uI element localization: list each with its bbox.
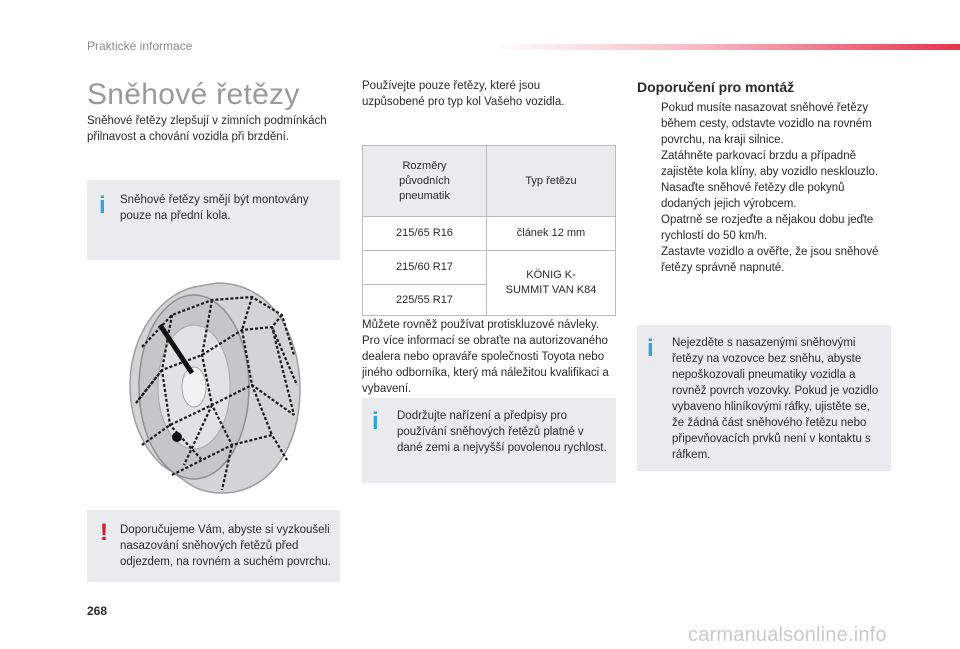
table-cell-tyre: 215/60 R17 bbox=[363, 251, 487, 285]
mount-section-title: Doporučení pro montáž bbox=[637, 79, 795, 95]
column2-paragraph: Můžete rovněž používat protiskluzové návleky. Pro více informací se obraťte na autorizovaného dealera nebo opraváře společnosti Toyota nebo jiného odborníka, který má náležitou kvalifikaci a vybavení. bbox=[362, 319, 609, 395]
list-item-text: Zastavte vozidlo a ověřte, že jsou sněhové řetězy správně napnuté. bbox=[661, 246, 879, 274]
table-cell-tyre: 225/55 R17 bbox=[363, 285, 487, 316]
info-icon: i bbox=[372, 408, 379, 435]
note-practice-text: Doporučujeme Vám, abyste si vyzkoušeli nasazování sněhových řetězů před odjezdem, na rovném a suchém povrchu. bbox=[120, 524, 331, 568]
list-item bbox=[640, 212, 895, 244]
table-row bbox=[363, 217, 616, 251]
watermark: carmanualsonline.info bbox=[688, 624, 887, 646]
chain-size-table bbox=[362, 145, 616, 316]
page-title: Sněhové řetězy bbox=[87, 78, 300, 111]
list-item-text: Nasaďte sněhové řetězy dle pokynů dodaných jejich výrobcem. bbox=[661, 182, 845, 210]
list-item bbox=[640, 100, 895, 148]
note-front-wheels-text: Sněhové řetězy smějí být montovány pouze na přední kola. bbox=[120, 194, 309, 222]
note-no-snow bbox=[637, 325, 891, 471]
table-header-chain: Typ řetězu bbox=[487, 146, 616, 217]
table-header-tyre: Rozměry původních pneumatik bbox=[363, 146, 487, 217]
column2-intro: Používejte pouze řetězy, které jsou uzpůsobené pro typ kol Vašeho vozidla. bbox=[362, 80, 565, 108]
info-icon: i bbox=[647, 335, 654, 362]
mount-list bbox=[640, 100, 895, 276]
table-cell-chain: KÖNIG K-SUMMIT VAN K84 bbox=[487, 251, 616, 316]
note-regulations bbox=[362, 398, 616, 483]
list-item-text: Zatáhněte parkovací brzdu a případně zajistěte kola klíny, aby vozidlo nesklouzlo. bbox=[661, 150, 879, 178]
table-header-row bbox=[363, 146, 616, 217]
intro-paragraph: Sněhové řetězy zlepšují v zimních podmínkách přilnavost a chování vozidla při brzdění. bbox=[87, 115, 327, 143]
header-section-label: Praktické informace bbox=[87, 39, 193, 53]
list-item bbox=[640, 148, 895, 180]
table-row bbox=[363, 251, 616, 285]
list-item-text: Pokud musíte nasazovat sněhové řetězy během cesty, odstavte vozidlo na rovném povrchu, na kraji silnice. bbox=[661, 102, 872, 146]
page-number: 268 bbox=[87, 604, 108, 618]
note-practice-warning bbox=[87, 510, 340, 582]
note-front-wheels bbox=[87, 180, 340, 260]
snow-chain-image bbox=[122, 275, 312, 500]
info-icon: i bbox=[99, 192, 106, 219]
note-regulations-text: Dodržujte nařízení a předpisy pro používání sněhových řetězů platné v dané zemi a nejvyšší povolenou rychlost. bbox=[397, 410, 607, 454]
table-cell-tyre: 215/65 R16 bbox=[363, 217, 487, 251]
list-item bbox=[640, 180, 895, 212]
warning-icon: ! bbox=[100, 519, 108, 546]
note-no-snow-text: Nejezděte s nasazenými sněhovými řetězy na vozovce bez sněhu, abyste nepoškozovali pneumatiky vozidla a rovněž povrch vozovky. Pokud je vozidlo vybaveno hliníkovými ráfky, ujistěte se, že žádná část sněhového řetězu nebo připevňovacích prvků není v kontaktu s ráfkem. bbox=[672, 337, 879, 461]
list-item-text: Opatrně se rozjeďte a nějakou dobu jeďte rychlostí do 50 km/h. bbox=[661, 214, 874, 242]
list-item bbox=[640, 244, 895, 276]
header-accent-bar bbox=[490, 44, 960, 50]
table-cell-chain: článek 12 mm bbox=[487, 217, 616, 251]
